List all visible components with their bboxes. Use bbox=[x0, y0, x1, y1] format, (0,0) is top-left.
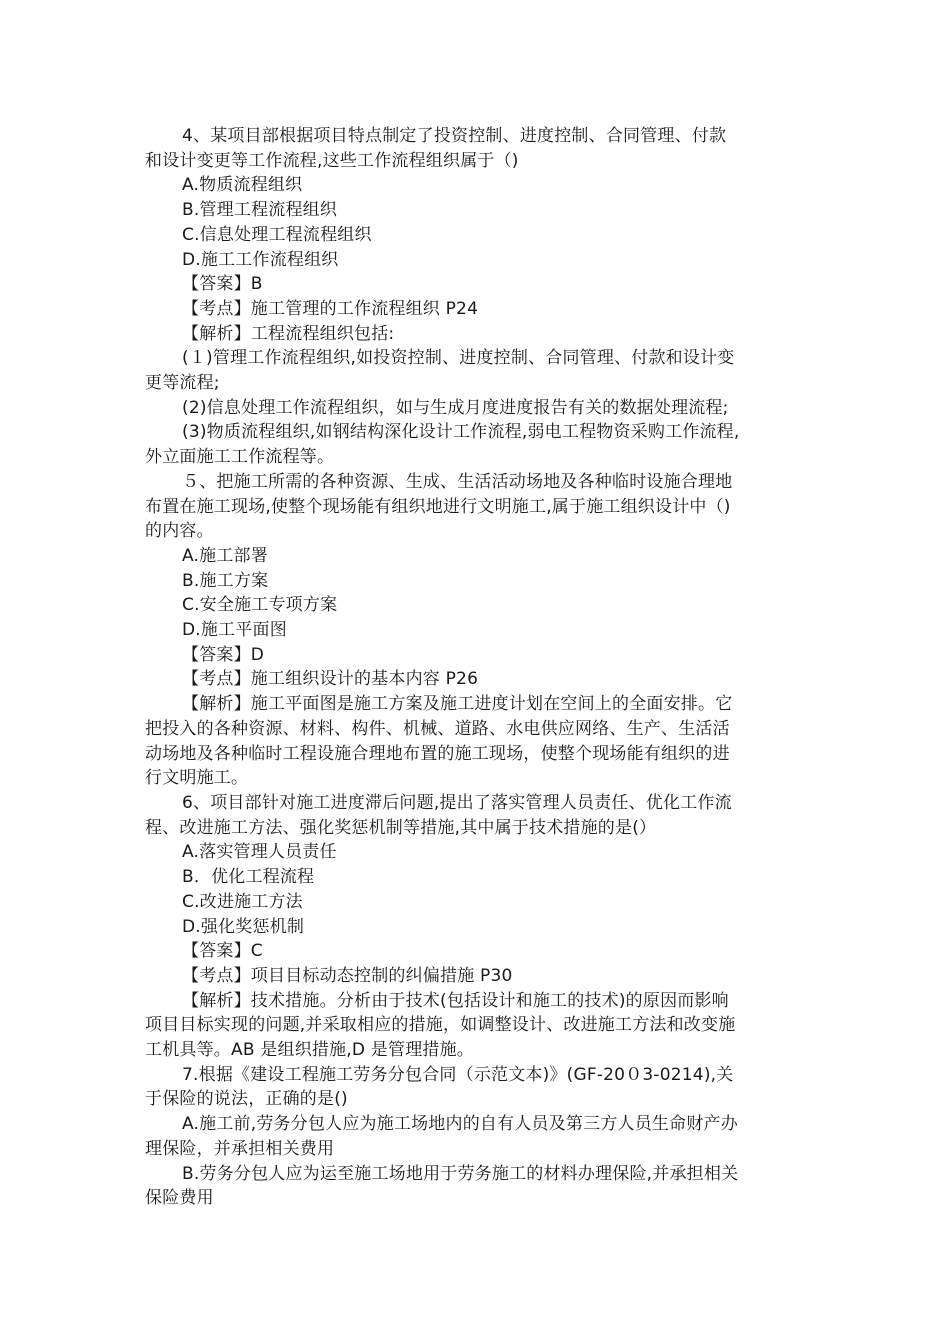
paragraph-line: 项目目标实现的问题,并采取相应的措施，如调整设计、改进施工方法和改变施 bbox=[145, 1015, 736, 1036]
option-line: D.施工工作流程组织 bbox=[182, 249, 339, 270]
answer-line: 【答案】D bbox=[182, 644, 265, 665]
option-line: C.安全施工专项方案 bbox=[182, 595, 338, 616]
paragraph-line: 7.根据《建设工程施工劳务分包合同（示范文本)》(GF-20０3-0214),关 bbox=[182, 1064, 734, 1085]
option-line: B．优化工程流程 bbox=[182, 867, 315, 888]
option-line: D.施工平面图 bbox=[182, 620, 287, 641]
paragraph-line: 把投入的各种资源、材料、构件、机械、道路、水电供应网络、生产、生活活 bbox=[145, 718, 730, 739]
option-line: B.施工方案 bbox=[182, 570, 269, 591]
paragraph-line: 工机具等。AB 是组织措施,D 是管理措施。 bbox=[145, 1040, 474, 1061]
option-line: 理保险，并承担相关费用 bbox=[145, 1138, 335, 1159]
paragraph-line: 外立面施工工作流程等。 bbox=[145, 447, 335, 468]
paragraph-line: (2)信息处理工作流程组织，如与生成月度进度报告有关的数据处理流程; bbox=[182, 397, 729, 418]
key-point-line: 【考点】施工管理的工作流程组织 P24 bbox=[182, 298, 479, 319]
paragraph-line: (3)物质流程组织,如钢结构深化设计工作流程,弱电工程物资采购工作流程, bbox=[182, 422, 740, 443]
paragraph-line: 的内容。 bbox=[145, 521, 214, 542]
answer-line: 【答案】B bbox=[182, 274, 263, 295]
option-line: B.劳务分包人应为运至施工场地用于劳务施工的材料办理保险,并承担相关 bbox=[182, 1163, 739, 1184]
option-line: B.管理工程流程组织 bbox=[182, 200, 338, 221]
paragraph-line: ５、把施工所需的各种资源、生成、生活活动场地及各种临时设施合理地 bbox=[182, 471, 733, 492]
paragraph-line: 程、改进施工方法、强化奖惩机制等措施,其中属于技术措施的是(） bbox=[145, 817, 657, 838]
paragraph-line: 6、项目部针对施工进度滞后问题,提出了落实管理人员责任、优化工作流 bbox=[182, 792, 732, 813]
analysis-line: 【解析】工程流程组织包括: bbox=[182, 323, 395, 344]
paragraph-line: 于保险的说法，正确的是() bbox=[145, 1089, 348, 1110]
paragraph-line: 动场地及各种临时工程设施合理地布置的施工现场，使整个现场能有组织的进 bbox=[145, 743, 730, 764]
key-point-line: 【考点】施工组织设计的基本内容 P26 bbox=[182, 669, 479, 690]
option-line: A.施工部署 bbox=[182, 545, 268, 566]
key-point-line: 【考点】项目目标动态控制的纠偏措施 P30 bbox=[182, 965, 513, 986]
option-line: A.施工前,劳务分包人应为施工场地内的自有人员及第三方人员生命财产办 bbox=[182, 1114, 738, 1135]
analysis-line: 【解析】施工平面图是施工方案及施工进度计划在空间上的全面安排。它 bbox=[182, 694, 733, 715]
option-line: A.物质流程组织 bbox=[182, 175, 303, 196]
option-line: A.落实管理人员责任 bbox=[182, 842, 337, 863]
answer-line: 【答案】C bbox=[182, 941, 263, 962]
paragraph-line: 更等流程; bbox=[145, 373, 220, 394]
document-body bbox=[145, 124, 805, 1211]
option-line: 保险费用 bbox=[145, 1188, 214, 1209]
paragraph-line: 4、某项目部根据项目特点制定了投资控制、进度控制、合同管理、付款 bbox=[182, 126, 727, 146]
paragraph-line: 和设计变更等工作流程,这些工作流程组织属于（) bbox=[145, 150, 519, 171]
paragraph-line: (１)管理工作流程组织,如投资控制、进度控制、合同管理、付款和设计变 bbox=[182, 348, 735, 369]
option-line: C.改进施工方法 bbox=[182, 891, 303, 912]
paragraph-line: 布置在施工现场,使整个现场能有组织地进行文明施工,属于施工组织设计中（) bbox=[145, 496, 731, 517]
option-line: D.强化奖惩机制 bbox=[182, 916, 305, 937]
analysis-line: 【解析】技术措施。分析由于技术(包括设计和施工的技术)的原因而影响 bbox=[182, 990, 729, 1011]
option-line: C.信息处理工程流程组织 bbox=[182, 224, 372, 245]
paragraph-line: 行文明施工。 bbox=[145, 768, 249, 789]
